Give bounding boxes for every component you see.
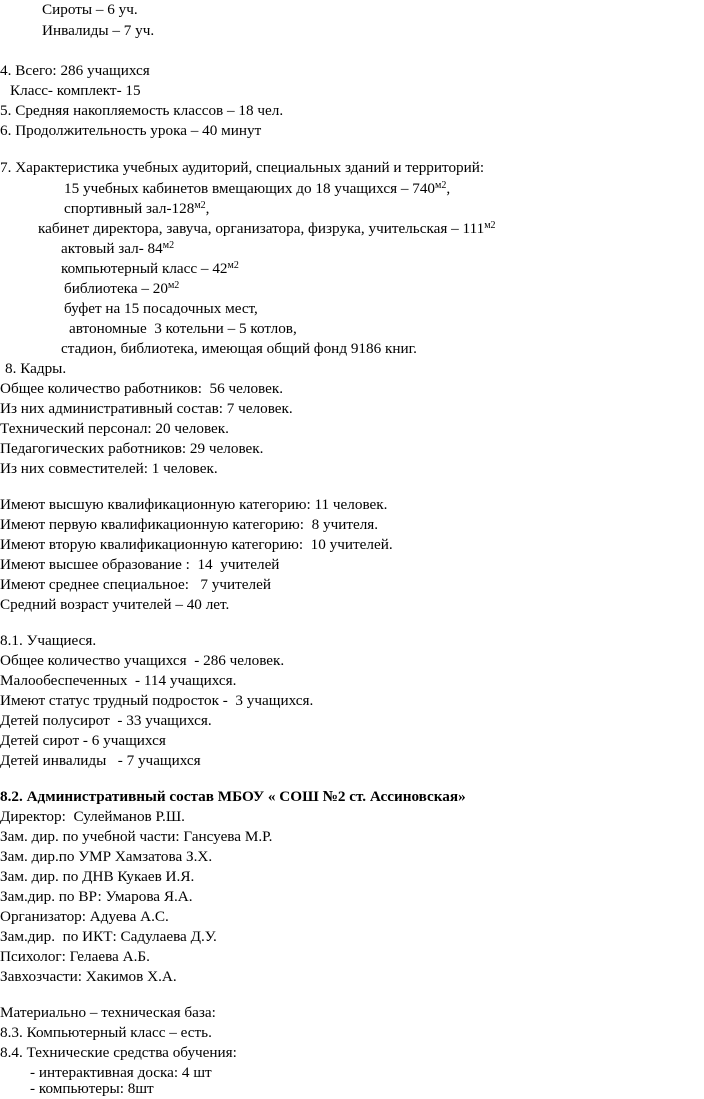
material-computer-class: 8.3. Компьютерный класс – есть. <box>0 1024 212 1041</box>
admin-organizer: Организатор: Адуева А.С. <box>0 908 169 925</box>
avg-class-size: 5. Средняя накопляемость классов – 18 чел. <box>0 102 284 119</box>
facility-offices: кабинет директора, завуча, организатора, физрука, учительская – $111^{м2}$ <box>38 220 496 237</box>
admin-staff-heading: 8.2. Административный состав МБОУ « СОШ №2 ст. Ассиновская» <box>0 788 466 805</box>
admin-deputy-dnv: Зам. дир. по ДНВ Кукаев И.Я. <box>0 868 195 885</box>
facility-stadium: стадион, библиотека, имеющая общий фонд 9186 книг. <box>61 340 417 357</box>
facilities-heading: 7. Характеристика учебных аудиторий, специальных зданий и территорий: <box>0 159 485 176</box>
facility-hall: актовый зал- $84^{м2}$ <box>61 240 175 257</box>
material-computers: - компьютеры: 8шт <box>30 1080 154 1097</box>
facility-buffet: буфет на 15 посадочных мест, <box>64 300 258 317</box>
admin-director: Директор: Сулейманов Р.Ш. <box>0 808 185 825</box>
facility-cabinets: 15 учебных кабинетов вмещающих до 18 учащихся – $740^{м2}$, <box>64 180 451 197</box>
lesson-duration: 6. Продолжительность урока – 40 минут <box>0 122 262 139</box>
students-low-income: Малообеспеченных - 114 учащихся. <box>0 672 237 689</box>
staff-second-category: Имеют вторую квалификационную категорию: 10 учителей. <box>0 536 393 553</box>
students-orphans: Детей сирот - 6 учащихся <box>0 732 166 749</box>
material-interactive-board: - интерактивная доска: 4 шт <box>30 1064 212 1081</box>
staff-heading: 8. Кадры. <box>5 360 67 377</box>
total-students: 4. Всего: 286 учащихся <box>0 62 150 79</box>
admin-psychologist: Психолог: Гелаева А.Б. <box>0 948 150 965</box>
students-disabled: Детей инвалиды - 7 учащихся <box>0 752 201 769</box>
facility-boilers: автономные 3 котельни – 5 котлов, <box>69 320 297 337</box>
students-total: Общее количество учащихся - 286 человек. <box>0 652 285 669</box>
staff-first-category: Имеют первую квалификационную категорию: 8 учителя. <box>0 516 379 533</box>
admin-deputy-umr: Зам. дир.по УМР Хамзатова З.Х. <box>0 848 213 865</box>
students-half-orphans: Детей полусирот - 33 учащихся. <box>0 712 212 729</box>
staff-tech: Технический персонал: 20 человек. <box>0 420 229 437</box>
staff-higher-education: Имеют высшее образование : 14 учителей <box>0 556 280 573</box>
facility-computer-class: компьютерный класс – $42^{м2}$ <box>61 260 239 277</box>
staff-parttime: Из них совместителей: 1 человек. <box>0 460 218 477</box>
students-heading: 8.1. Учащиеся. <box>0 632 97 649</box>
staff-total: Общее количество работников: 56 человек. <box>0 380 284 397</box>
staff-highest-category: Имеют высшую квалификационную категорию: 11 человек. <box>0 496 388 513</box>
staff-secondary-education: Имеют среднее специальное: 7 учителей <box>0 576 271 593</box>
staff-admin: Из них административный состав: 7 человек. <box>0 400 293 417</box>
facility-library: библиотека – $20^{м2}$ <box>64 280 180 297</box>
staff-average-age: Средний возраст учителей – 40 лет. <box>0 596 230 613</box>
material-base-heading: Материально – техническая база: <box>0 1004 216 1021</box>
admin-deputy-study: Зам. дир. по учебной части: Гансуева М.Р. <box>0 828 273 845</box>
admin-deputy-vr: Зам.дир. по ВР: Умарова Я.А. <box>0 888 193 905</box>
admin-supply-manager: Завхозчасти: Хакимов Х.А. <box>0 968 177 985</box>
facility-gym: спортивный зал-$128^{м2}$, <box>64 200 210 217</box>
material-tech-means: 8.4. Технические средства обучения: <box>0 1044 237 1061</box>
staff-teachers: Педагогических работников: 29 человек. <box>0 440 264 457</box>
class-sets: Класс- комплект- 15 <box>10 82 141 99</box>
orphans-count: Сироты – 6 уч. <box>42 1 138 18</box>
admin-deputy-ikt: Зам.дир. по ИКТ: Садулаева Д.У. <box>0 928 217 945</box>
disabled-count: Инвалиды – 7 уч. <box>42 22 155 39</box>
students-at-risk: Имеют статус трудный подросток - 3 учащихся. <box>0 692 314 709</box>
